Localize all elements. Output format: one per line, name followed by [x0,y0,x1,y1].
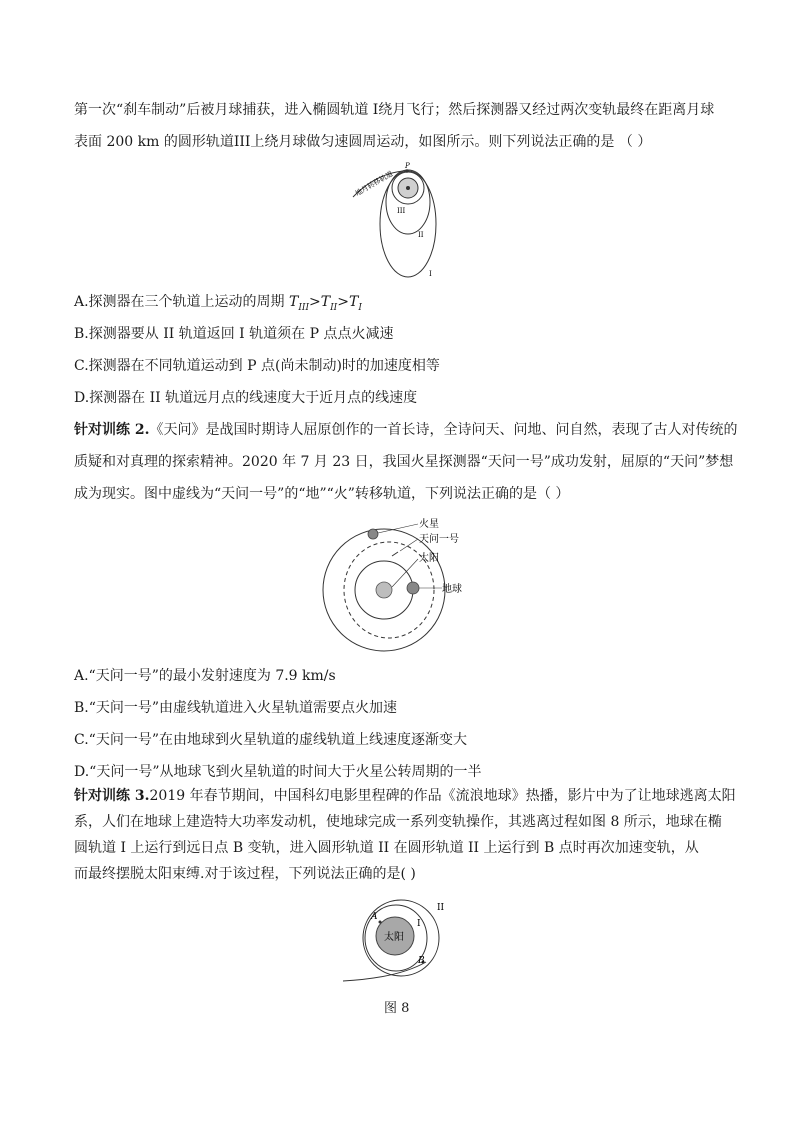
earth-icon [407,582,419,594]
q2-stem-line1-text: 《天问》是战国时期诗人屈原创作的一首长诗，全诗问天、问地、问自然，表现了古人对传统的 [149,422,738,438]
q1-option-A [74,293,362,317]
q1-option-A-T2: T [320,294,331,310]
label-sun: 太阳 [384,932,404,943]
q3-figure-caption: 图 8 [384,1001,410,1016]
q1-option-A-text: A.探测器在三个轨道上运动的周期 [74,294,290,310]
label-sun: 太阳 [419,553,439,564]
label-earth: 地球 [442,584,462,595]
q1-option-A-sub2: II [330,302,338,313]
q2-option-D: D.“天问一号”从地球飞到火星轨道的时间大于火星公转周期的一半 [74,764,482,780]
q3-stem-line4: 而最终摆脱太阳束缚.对于该过程，下列说法正确的是( ) [74,866,416,882]
q2-stem-line3: 成为现实。图中虚线为“天问一号”的“地”“火”转移轨道，下列说法正确的是（ ） [74,486,570,502]
label-II: II [437,903,445,913]
q3-stem-line1 [74,787,736,805]
sun-icon [376,582,392,598]
probe-arrow-icon [392,552,398,556]
label-B: B [418,956,425,966]
q1-stem-line1: 第一次“刹车制动”后被月球捕获，进入椭圆轨道 I绕月飞行；然后探测器又经过两次变轨最终在距离月球 [74,102,715,118]
q2-option-B: B.“天问一号”由虚线轨道进入火星轨道需要点火加速 [74,700,398,716]
q1-option-A-T3: T [289,294,299,310]
q2-option-C: C.“天问一号”在由地球到火星轨道的虚线轨道上线速度逐渐变大 [74,732,467,748]
q1-option-D: D.探测器在 II 轨道远月点的线速度大于近月点的线速度 [74,390,418,406]
label-tianwen: 天问一号 [419,534,459,545]
mars-icon [368,529,378,539]
leader-tianwen [400,539,418,551]
q2-stem-line1 [74,421,738,439]
q3-stem-line1-text: 2019 年春节期间，中国科幻电影里程碑的作品《流浪地球》热播，影片中为了让地球逃离太阳 [149,788,736,804]
q1-option-A-sub3: III [298,302,310,313]
q1-option-A-sub1: I [358,302,362,313]
label-transfer-orbit: 地月转移轨道 [354,169,395,198]
q3-stem-line3: 圆轨道 I 上运行到远日点 B 变轨，进入圆形轨道 II 在圆形轨道 II 上运行到 B 点时再次加速变轨，从 [74,840,699,856]
point-A-dot [379,921,382,924]
q2-orbit-figure [318,515,488,655]
q3-title: 针对训练 3. [74,788,150,804]
label-mars: 火星 [419,519,439,530]
q3-stem-line2: 系，人们在地球上建造特大功率发动机，使地球完成一系列变轨操作，其逃离过程如图 8 所示，地球在椭 [74,814,722,830]
q1-option-B: B.探测器要从 II 轨道返回 I 轨道须在 P 点点火减速 [74,326,394,342]
q2-option-A: A.“天问一号”的最小发射速度为 7.9 km/s [74,668,336,684]
q1-option-A-gt2: > [337,294,349,310]
q2-stem-line2: 质疑和对真理的探索精神。2020 年 7 月 23 日，我国火星探测器“天问一号”成功发射，屈原的“天问”梦想 [74,454,734,470]
label-III: III [397,207,406,215]
moon-center-dot [406,186,410,190]
q1-option-C: C.探测器在不同轨道运动到 P 点(尚未制动)时的加速度相等 [74,358,440,374]
label-I: I [417,919,421,929]
q1-option-A-gt1: > [309,294,321,310]
label-I: I [429,270,432,278]
q2-title: 针对训练 2. [74,422,150,438]
label-P: P [405,162,410,170]
label-A: A [371,912,378,922]
label-II: II [418,231,424,239]
q1-stem-line2: 表面 200 km 的圆形轨道III上绕月球做匀速圆周运动，如图所示。则下列说法正确的是 （ ） [74,134,652,150]
q1-option-A-T1: T [348,294,359,310]
q3-orbit-figure [338,898,468,990]
q1-orbit-figure [345,162,455,280]
